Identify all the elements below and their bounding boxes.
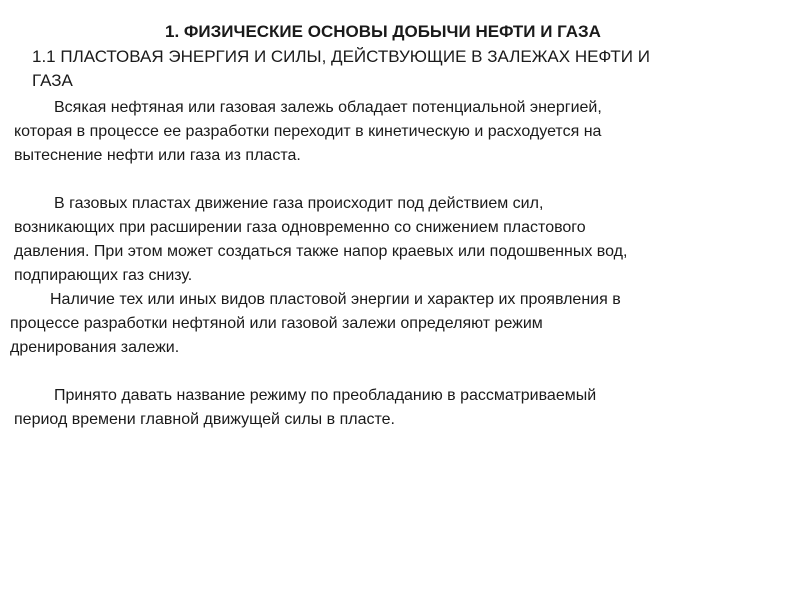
paragraph-line: вытеснение нефти или газа из пласта.	[14, 147, 301, 164]
paragraph-line: которая в процессе ее разработки переходит в кинетическую и расходуется на	[14, 123, 602, 140]
paragraph-line: Принято давать название режиму по преобладанию в рассматриваемый	[54, 387, 597, 404]
subtitle-line: 1.1 ПЛАСТОВАЯ ЭНЕРГИЯ И СИЛЫ, ДЕЙСТВУЮЩИЕ В ЗАЛЕЖАХ НЕФТИ И	[32, 47, 650, 66]
subtitle-line: ГАЗА	[32, 71, 73, 90]
paragraph-line: В газовых пластах движение газа происходит под действием сил,	[54, 195, 544, 212]
paragraph-line: возникающих при расширении газа одновременно со снижением пластового	[14, 219, 586, 236]
paragraph-mode-naming	[14, 384, 596, 432]
section-subtitle	[32, 45, 772, 93]
paragraph-line: подпирающих газ снизу.	[14, 267, 193, 284]
paragraph-line: период времени главной движущей силы в пласте.	[14, 411, 395, 428]
paragraph-potential-energy	[14, 96, 602, 168]
paragraph-line: Наличие тех или иных видов пластовой энергии и характер их проявления в	[50, 291, 621, 308]
paragraph-line: давления. При этом может создаться также напор краевых или подошвенных вод,	[14, 243, 628, 260]
paragraph-line: Всякая нефтяная или газовая залежь обладает потенциальной энергией,	[54, 99, 602, 116]
paragraph-line: процессе разработки нефтяной или газовой залежи определяют режим	[10, 315, 543, 332]
paragraph-drainage-mode	[10, 288, 621, 360]
page-title: 1. ФИЗИЧЕСКИЕ ОСНОВЫ ДОБЫЧИ НЕФТИ И ГАЗА	[165, 22, 601, 41]
paragraph-gas-reservoirs	[14, 192, 627, 288]
paragraph-line: дренирования залежи.	[10, 339, 180, 356]
